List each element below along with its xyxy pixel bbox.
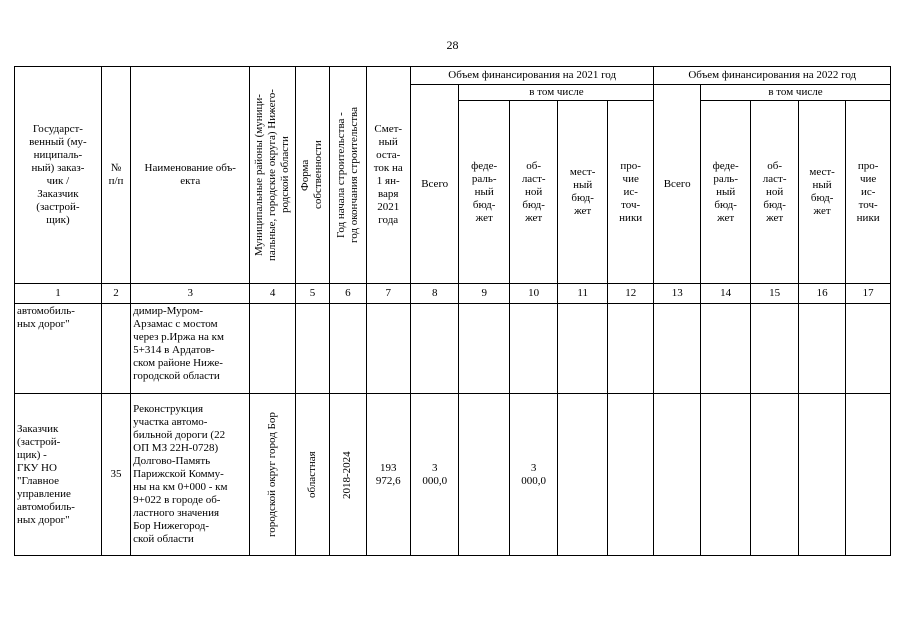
column-number: 3 — [131, 284, 250, 304]
table-row — [15, 394, 891, 556]
header-federal-2021: феде- раль- ный бюд- жет — [459, 101, 510, 284]
row-regional-2022 — [751, 304, 798, 394]
column-number: 11 — [558, 284, 608, 304]
column-number: 1 — [15, 284, 102, 304]
row-ownership — [295, 304, 329, 394]
row-total-2022 — [654, 304, 700, 394]
row-estimated-balance — [366, 304, 410, 394]
header-total-2022: Всего — [654, 85, 700, 284]
row-num — [101, 304, 130, 394]
column-number: 13 — [654, 284, 700, 304]
row-federal-2021 — [459, 304, 510, 394]
column-number: 16 — [798, 284, 845, 304]
header-years: Год начала строительства - год окончания строительства — [330, 67, 366, 284]
row-regional-2021 — [509, 304, 557, 394]
header-other-2021: про- чие ис- точ- ники — [607, 101, 654, 284]
header-num: № п/п — [101, 67, 130, 284]
table-row — [15, 304, 891, 394]
row-municipality: городской округ город Бор — [250, 394, 295, 556]
header-object-name: Наименование объ- екта — [131, 67, 250, 284]
row-local-2021 — [558, 394, 608, 556]
header-local-2022: мест- ный бюд- жет — [798, 101, 845, 284]
row-total-2021 — [410, 304, 458, 394]
row-local-2021 — [558, 304, 608, 394]
header-local-2021: мест- ный бюд- жет — [558, 101, 608, 284]
header-ownership: Форма собственности — [295, 67, 329, 284]
header-including-2022: в том числе — [700, 85, 890, 101]
header-regional-2022: об- ласт- ной бюд- жет — [751, 101, 798, 284]
row-regional-2022 — [751, 394, 798, 556]
row-customer: автомобиль- ных дорог" — [15, 304, 102, 394]
row-federal-2022 — [700, 304, 751, 394]
row-total-2022 — [654, 394, 700, 556]
row-other-2022 — [846, 394, 891, 556]
header-regional-2021: об- ласт- ной бюд- жет — [509, 101, 557, 284]
row-local-2022 — [798, 394, 845, 556]
row-years: 2018-2024 — [330, 394, 366, 556]
header-federal-2022: феде- раль- ный бюд- жет — [700, 101, 751, 284]
column-number: 5 — [295, 284, 329, 304]
column-number-row — [15, 284, 891, 304]
investment-table — [14, 66, 891, 556]
header-other-2022: про- чие ис- точ- ники — [846, 101, 891, 284]
header-funding-2022: Объем финансирования на 2022 год — [654, 67, 891, 85]
header-total-2021: Всего — [410, 85, 458, 284]
column-number: 6 — [330, 284, 366, 304]
column-number: 9 — [459, 284, 510, 304]
column-number: 8 — [410, 284, 458, 304]
row-other-2021 — [607, 394, 654, 556]
page-number: 28 — [446, 38, 459, 52]
row-object-name: димир-Муром- Арзамас с мостом через р.Иржа на км 5+314 в Ардатов- ском районе Ниже- городской области — [131, 304, 250, 394]
column-number: 10 — [509, 284, 557, 304]
row-years — [330, 304, 366, 394]
row-federal-2022 — [700, 394, 751, 556]
header-customer: Государст- венный (му- ниципаль- ный) заказ- чик / Заказчик (застрой- щик) — [15, 67, 102, 284]
row-local-2022 — [798, 304, 845, 394]
column-number: 15 — [751, 284, 798, 304]
column-number: 7 — [366, 284, 410, 304]
row-other-2021 — [607, 304, 654, 394]
header-including-2021: в том числе — [459, 85, 654, 101]
column-number: 14 — [700, 284, 751, 304]
row-object-name: Реконструкция участка автомо- бильной дороги (22 ОП МЗ 22Н-0728) Долгово-Память Парижской Комму- ны на км 0+000 - км 9+022 в городе об- ластного значения Бор Нижегород- ской области — [131, 394, 250, 556]
row-num: 35 — [101, 394, 130, 556]
column-number: 17 — [846, 284, 891, 304]
header-municipality: Муниципальные районы (муници- пальные, городские округа) Нижего- родской области — [250, 67, 295, 284]
row-ownership: областная — [295, 394, 329, 556]
row-estimated-balance: 193 972,6 — [366, 394, 410, 556]
column-number: 2 — [101, 284, 130, 304]
row-regional-2021: 3 000,0 — [509, 394, 557, 556]
row-customer: Заказчик (застрой- щик) - ГКУ НО "Главное управление автомобиль- ных дорог" — [15, 394, 102, 556]
row-total-2021: 3 000,0 — [410, 394, 458, 556]
column-number: 4 — [250, 284, 295, 304]
header-funding-2021: Объем финансирования на 2021 год — [410, 67, 654, 85]
header-estimated-balance: Смет- ный оста- ток на 1 ян- варя 2021 года — [366, 67, 410, 284]
row-other-2022 — [846, 304, 891, 394]
row-federal-2021 — [459, 394, 510, 556]
column-number: 12 — [607, 284, 654, 304]
row-municipality — [250, 304, 295, 394]
